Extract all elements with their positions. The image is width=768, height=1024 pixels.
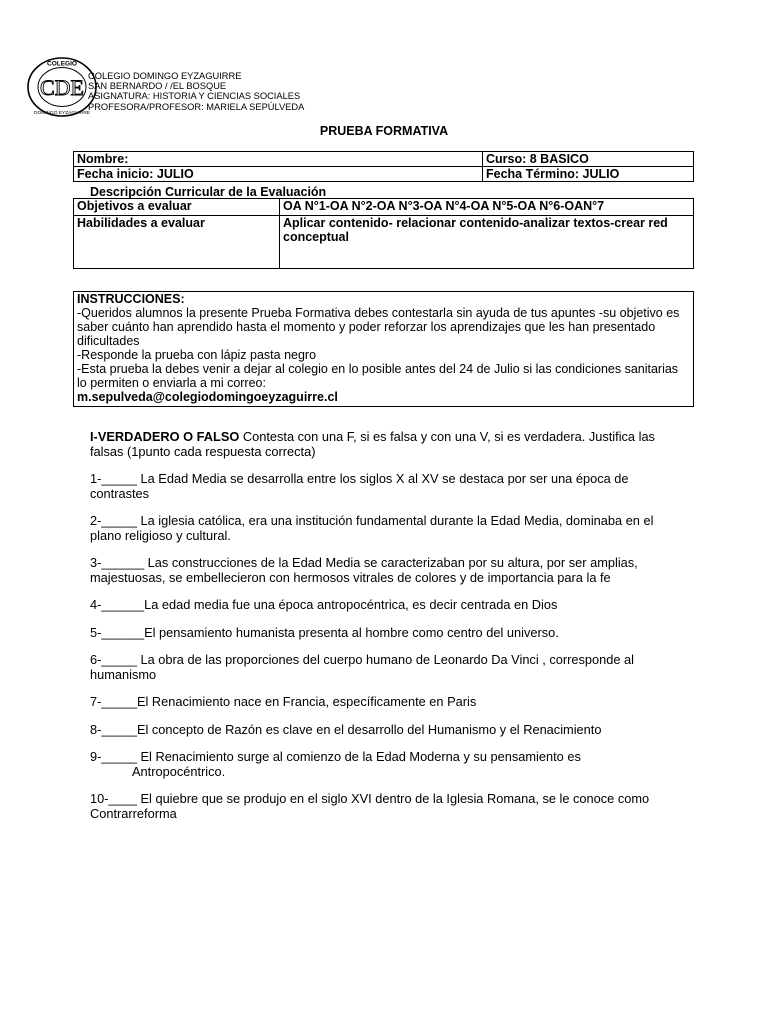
question-7: 7-_____El Renacimiento nace en Francia, específicamente en Paris bbox=[90, 694, 477, 709]
question-2: 2-_____ La iglesia católica, era una institución fundamental durante la Edad Media, dominaba en el plano religioso y cultural. bbox=[90, 513, 654, 543]
school-name: COLEGIO DOMINGO EYZAGUIRRE bbox=[88, 71, 242, 81]
instructions-box bbox=[73, 291, 694, 407]
skills-label: Habilidades a evaluar bbox=[74, 216, 280, 269]
question-9 bbox=[90, 750, 680, 779]
instruction-line-2: -Responde la prueba con lápiz pasta negro bbox=[77, 348, 317, 362]
true-false-section bbox=[90, 430, 680, 834]
instructions-title: INSTRUCCIONES: bbox=[77, 292, 185, 306]
name-field[interactable]: Nombre: bbox=[74, 152, 483, 167]
student-info-table bbox=[73, 151, 694, 182]
curricular-table bbox=[73, 198, 694, 269]
subject-line: ASIGNATURA: HISTORIA Y CIENCIAS SOCIALES bbox=[88, 91, 301, 102]
question-3: 3-______ Las construcciones de la Edad Media se caracterizaban por su altura, por ser amplias, majestuosas, se embellecieron con hermosos vitrales de colores y de importancia para la fe bbox=[90, 555, 638, 585]
logo-top-text: COLEGIO bbox=[47, 60, 77, 68]
section-title: I-VERDADERO O FALSO bbox=[90, 429, 240, 444]
page-title: PRUEBA FORMATIVA bbox=[319, 124, 449, 138]
question-10: 10-____ El quiebre que se produjo en el siglo XVI dentro de la Iglesia Romana, se le conoce como Contrarreforma bbox=[90, 791, 650, 821]
school-header bbox=[88, 71, 304, 112]
start-date-cell: Fecha inicio: JULIO bbox=[74, 167, 483, 182]
end-date-cell: Fecha Término: JULIO bbox=[483, 167, 694, 182]
question-6: 6-_____ La obra de las proporciones del cuerpo humano de Leonardo Da Vinci , corresponde al humanismo bbox=[90, 652, 634, 682]
section-intro bbox=[90, 430, 680, 459]
instruction-line-1: -Queridos alumnos la presente Prueba Formativa debes contestarla sin ayuda de tus apuntes -su objetivo es saber cuánto han aprendido hasta el momento y poder reforzar los aprendizajes que les han presentado dificultades bbox=[77, 306, 680, 348]
objectives-value: OA N°1-OA N°2-OA N°3-OA N°4-OA N°5-OA N°6-OAN°7 bbox=[280, 199, 694, 216]
skills-value: Aplicar contenido- relacionar contenido-analizar textos-crear red conceptual bbox=[280, 216, 694, 269]
question-9-continuation: Antropocéntrico. bbox=[132, 763, 226, 779]
question-4: 4-______La edad media fue una época antropocéntrica, es decir centrada en Dios bbox=[90, 597, 558, 612]
logo-bottom-text: DOMINGO EYZAGUIRRE bbox=[34, 111, 90, 116]
teacher-line: PROFESORA/PROFESOR: MARIELA SEPÚLVEDA bbox=[88, 101, 305, 112]
teacher-email[interactable]: m.sepulveda@colegiodomingoeyzaguirre.cl bbox=[77, 390, 338, 404]
section-instructions: Contesta con una F, si es falsa y con una V, si es verdadera. Justifica las falsas (1punto cada respuesta correcta) bbox=[90, 429, 655, 459]
question-8: 8-_____El concepto de Razón es clave en el desarrollo del Humanismo y el Renacimiento bbox=[90, 721, 602, 737]
instruction-line-3: -Esta prueba la debes venir a dejar al colegio en lo posible antes del 24 de Julio si las condiciones sanitarias lo permiten o enviarla a mi correo: bbox=[77, 362, 679, 390]
objectives-label: Objetivos a evaluar bbox=[74, 199, 280, 216]
question-5: 5-______El pensamiento humanista presenta al hombre como centro del universo. bbox=[90, 624, 559, 640]
school-location: SAN BERNARDO / /EL BOSQUE bbox=[88, 81, 227, 92]
question-1: 1-_____ La Edad Media se desarrolla entre los siglos X al XV se destaca por ser una época de contrastes bbox=[90, 471, 629, 501]
question-9-text: 9-_____ El Renacimiento surge al comienzo de la Edad Moderna y su pensamiento es bbox=[90, 749, 581, 764]
curricular-title: Descripción Curricular de la Evaluación bbox=[90, 185, 327, 199]
course-cell: Curso: 8 BASICO bbox=[483, 152, 694, 167]
logo-letters: CDE bbox=[40, 75, 84, 100]
